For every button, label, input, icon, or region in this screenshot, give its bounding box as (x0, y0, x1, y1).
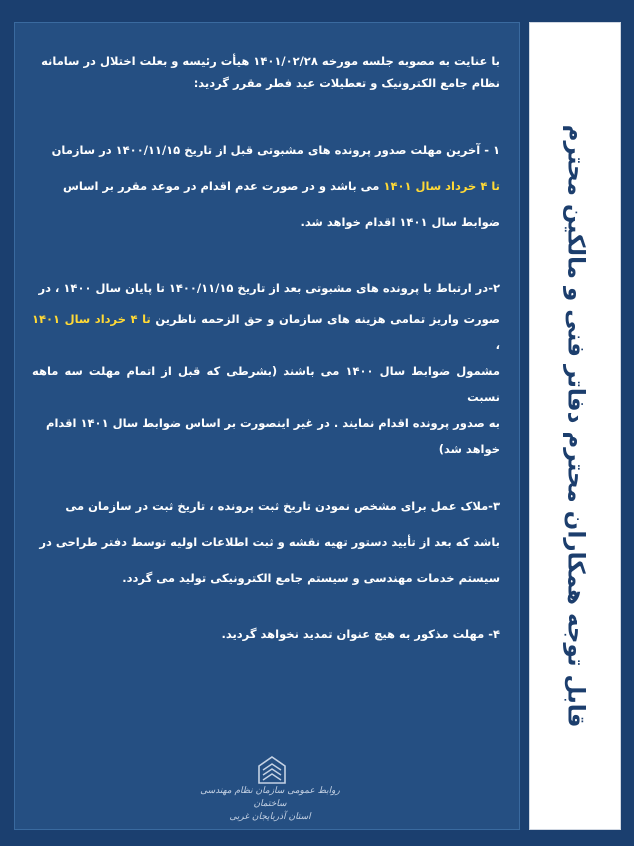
side-title-wrap (529, 22, 621, 830)
item3-line-3: سیستم خدمات مهندسی و سیستم جامع الکترونیکی تولید می گردد. (122, 571, 500, 585)
item2-line-4: به صدور پرونده اقدام نمایند . در غیر اینصورت بر اساس ضوابط سال ۱۴۰۱ اقدام (46, 416, 500, 430)
notice-content (32, 50, 500, 652)
item3-line-2: باشد که بعد از تأیید دستور تهیه نقشه و ثبت اطلاعات اولیه توسط دفتر طراحی در (39, 535, 500, 549)
engineering-org-logo (200, 755, 340, 825)
item2-line-5: خواهد شد) (438, 442, 500, 456)
item3-line-1: ۳-ملاک عمل برای مشخص نمودن تاریخ ثبت پرونده ، تاریخ ثبت در سازمان می (65, 499, 500, 513)
item2-deadline-highlight: تا ۴ خرداد سال ۱۴۰۱ (32, 312, 151, 326)
item2-line-2-start: صورت واریز تمامی هزینه های سازمان و حق الزحمه ناظرین (150, 312, 500, 326)
item4-line-1: ۴- مهلت مذکور به هیچ عنوان تمدید نخواهد گردید. (221, 627, 500, 641)
item2-line-2-end: ، (495, 338, 500, 352)
logo-line-2: استان آذربایجان غربی (229, 812, 311, 822)
item1-line-3: ضوابط سال ۱۴۰۱ اقدام خواهد شد. (300, 215, 500, 229)
intro-line-1: با عنایت به مصوبه جلسه مورخه ۱۴۰۱/۰۲/۲۸ هیأت رئیسه و بعلت اختلال در سامانه (41, 54, 500, 68)
side-title: قابل توجه همکاران محترم دفاتر فنی و مالکین محترم (562, 124, 588, 728)
item1-deadline-highlight: تا ۴ خرداد سال ۱۴۰۱ (383, 179, 500, 193)
item1-line-2 (32, 168, 500, 204)
logo-line-1: روابط عمومی سازمان نظام مهندسی ساختمان (200, 786, 340, 809)
logo-text (200, 785, 340, 824)
building-logo-icon (257, 755, 287, 785)
item1-line-1: ۱ - آخرین مهلت صدور پرونده های مشبوتی قبل از تاریخ ۱۴۰۰/۱۱/۱۵ در سازمان (51, 143, 500, 157)
item2-line-1: ۲-در ارتباط با پرونده های مشبوتی بعد از تاریخ ۱۴۰۰/۱۱/۱۵ تا پایان سال ۱۴۰۰ ، در (38, 281, 500, 295)
intro-line-2: نظام جامع الکترونیک و تعطیلات عید فطر مقرر گردید: (193, 76, 500, 90)
item2-line-2 (32, 306, 500, 358)
item2-line-3: مشمول ضوابط سال ۱۴۰۰ می باشند (بشرطی که قبل از اتمام مهلت سه ماهه نسبت (32, 364, 501, 404)
item1-line-2-rest: می باشد و در صورت عدم اقدام در موعد مقرر بر اساس (63, 179, 384, 193)
